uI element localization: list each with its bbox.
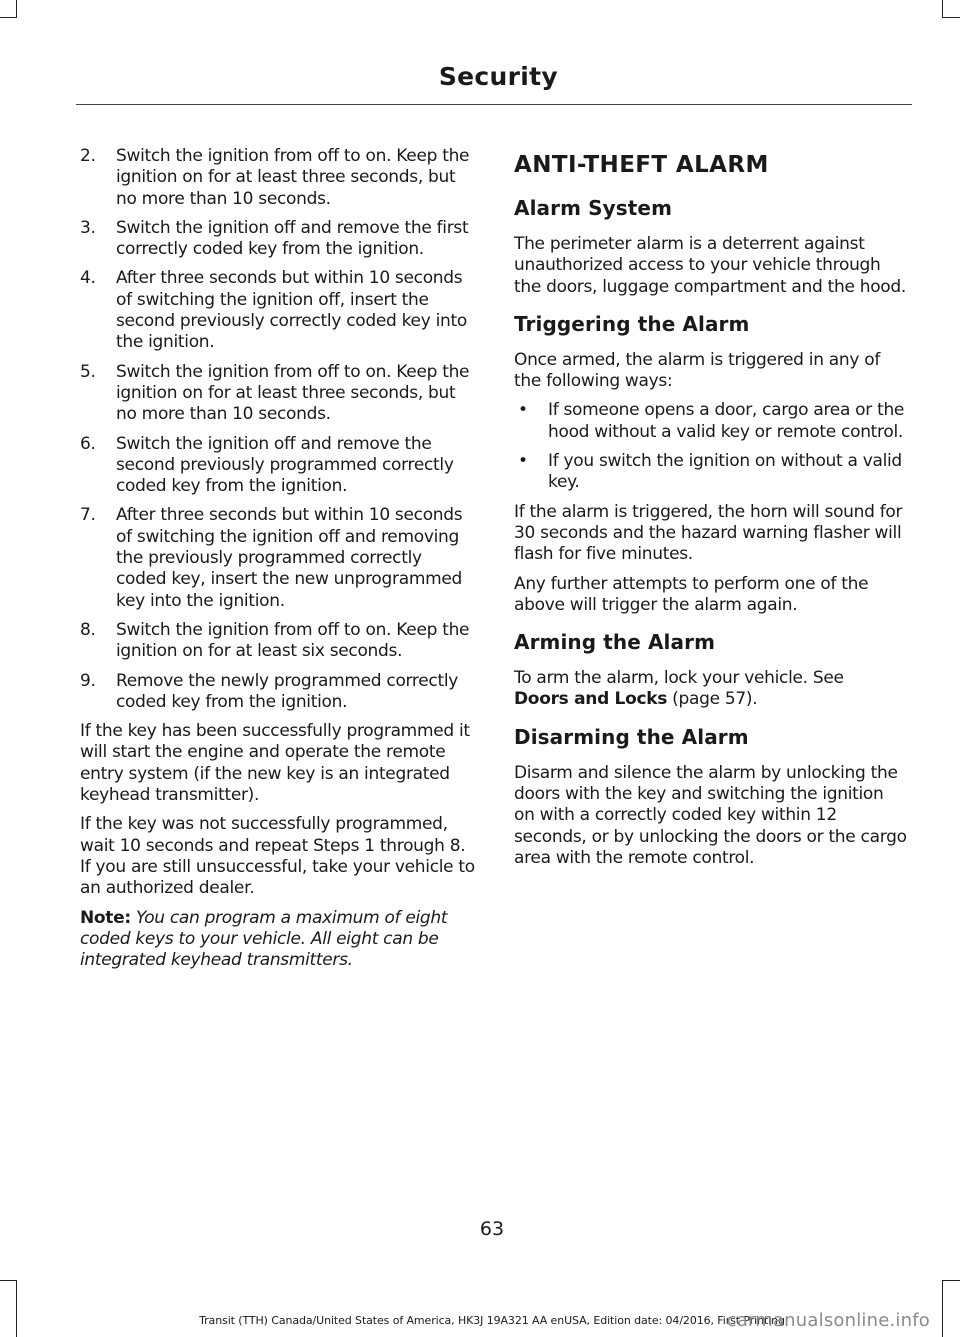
arming-heading: Arming the Alarm	[514, 630, 716, 655]
step-item	[80, 434, 475, 498]
bullet-icon: •	[518, 400, 528, 421]
triggering-heading: Triggering the Alarm	[514, 311, 750, 336]
crop-mark	[942, 0, 943, 18]
step-item	[80, 362, 475, 426]
crop-mark	[942, 17, 960, 18]
page-number: 63	[479, 1218, 505, 1240]
arming-text-after: (page 57).	[667, 689, 758, 710]
arming-text-before: To arm the alarm, lock your vehicle. See	[514, 668, 844, 689]
success-paragraph: If the key has been successfully programmed it will start the engine and operate the remote entry system (if the new key is an integrated keyhead transmitter).	[80, 721, 470, 806]
step-text: Switch the ignition from off to on. Keep the ignition on for at least three seconds, but no more than 10 seconds.	[116, 361, 470, 425]
doors-and-locks-link[interactable]: Doors and Locks	[514, 689, 668, 710]
disarming-text: Disarm and silence the alarm by unlocking the doors with the key and switching the ignition on with a correctly coded key within 12 seconds, or by unlocking the doors or the cargo area with the remote control.	[514, 762, 907, 868]
triggering-intro: Once armed, the alarm is triggered in any of the following ways:	[514, 349, 881, 392]
step-text: Switch the ignition from off to on. Keep the ignition on for at least six seconds.	[116, 619, 470, 662]
right-column	[514, 146, 909, 877]
step-text: Switch the ignition off and remove the second previously programmed correctly coded key from the ignition.	[116, 433, 454, 497]
crop-mark	[0, 17, 17, 18]
list-item	[514, 400, 909, 443]
step-number: 9.	[80, 670, 96, 691]
section-heading: ANTI-THEFT ALARM	[514, 152, 769, 178]
bullet-icon: •	[518, 451, 528, 472]
step-number: 2.	[80, 146, 96, 166]
note-text: You can program a maximum of eight coded keys to your vehicle. All eight can be integrated keyhead transmitters.	[80, 907, 448, 971]
footer-text: Transit (TTH) Canada/United States of America, HK3J 19A321 AA enUSA, Edition date: 04/2016, First Printing	[199, 1314, 785, 1327]
triggering-text-1: If the alarm is triggered, the horn will sound for 30 seconds and the hazard warning flasher will flash for five minutes.	[514, 501, 903, 565]
step-item	[80, 620, 475, 663]
crop-mark	[942, 1280, 960, 1281]
step-item	[80, 218, 475, 261]
alarm-system-heading: Alarm System	[514, 196, 673, 220]
step-number: 8.	[80, 619, 96, 640]
step-item	[80, 505, 475, 611]
step-text: Switch the ignition off and remove the first correctly coded key from the ignition.	[116, 217, 469, 260]
step-number: 7.	[80, 505, 96, 526]
crop-mark	[0, 1280, 17, 1281]
page-title: Security	[438, 62, 558, 91]
bullet-text: If someone opens a door, cargo area or the hood without a valid key or remote control.	[548, 400, 905, 442]
step-number: 3.	[80, 217, 96, 238]
step-text: After three seconds but within 10 seconds of switching the ignition off and removing the previously programmed correctly coded key, insert the new unprogrammed key into the ignition.	[116, 505, 463, 611]
crop-mark	[942, 1280, 943, 1337]
bullet-text: If you switch the ignition on without a valid key.	[548, 451, 902, 493]
crop-mark	[16, 1280, 17, 1337]
step-text: Remove the newly programmed correctly coded key from the ignition.	[116, 670, 459, 712]
step-item	[80, 268, 475, 353]
failure-paragraph: If the key was not successfully programmed, wait 10 seconds and repeat Steps 1 through 8. If you are still unsuccessful, take your vehicle to an authorized dealer.	[80, 814, 475, 899]
step-text: Switch the ignition from off to on. Keep the ignition on for at least three seconds, but no more than 10 seconds.	[116, 146, 470, 209]
watermark: carmanualsonline.info	[726, 1310, 930, 1331]
note-paragraph	[80, 908, 475, 972]
step-text: After three seconds but within 10 seconds of switching the ignition off, insert the second previously correctly coded key into the ignition.	[116, 268, 467, 353]
arming-text	[514, 668, 909, 711]
note-label: Note:	[80, 907, 131, 928]
disarming-heading: Disarming the Alarm	[514, 724, 749, 749]
step-number: 5.	[80, 361, 96, 382]
header-divider	[76, 104, 912, 105]
step-number: 6.	[80, 433, 96, 454]
step-item	[80, 146, 475, 210]
alarm-system-text: The perimeter alarm is a deterrent against unauthorized access to your vehicle through the doors, luggage compartment and the hood.	[514, 234, 906, 297]
triggering-text-2: Any further attempts to perform one of the above will trigger the alarm again.	[514, 573, 869, 615]
left-column	[80, 146, 475, 979]
list-item	[514, 451, 909, 494]
crop-mark	[16, 0, 17, 18]
step-item	[80, 671, 475, 714]
step-number: 4.	[80, 268, 96, 289]
